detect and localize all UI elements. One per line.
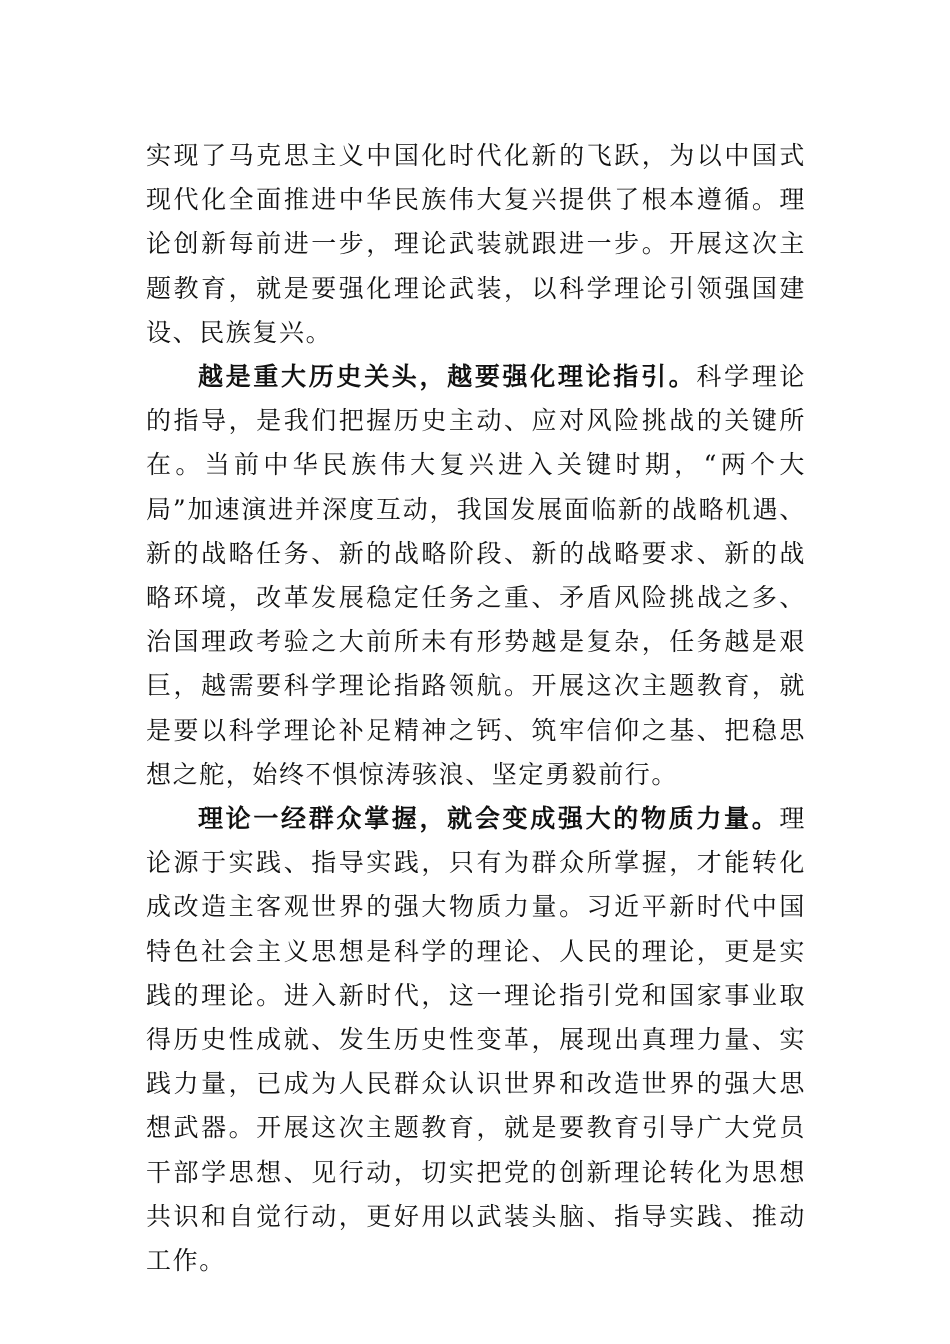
paragraph-lead-heading: 理论一经群众掌握，就会变成强大的物质力量。 xyxy=(198,804,780,834)
paragraph-lead-heading: 越是重大历史关头，越要强化理论指引。 xyxy=(198,362,697,392)
paragraph-material-force xyxy=(146,797,806,1283)
paragraph-continuation xyxy=(146,134,806,355)
document-page xyxy=(146,134,806,1283)
paragraph-body: 理论源于实践、指导实践，只有为群众所掌握，才能转化成改造主客观世界的强大物质力量。习近平新时代中国特色社会主义思想是科学的理论、人民的理论，更是实践的理论。进入新时代，这一理论指引党和国家事业取得历史性成就、发生历史性变革，展现出真理力量、实践力量，已成为人民群众认识世界和改造世界的强大思想武器。开展这次主题教育，就是要教育引导广大党员干部学思想、见行动，切实把党的创新理论转化为思想共识和自觉行动，更好用以武装头脑、指导实践、推动工作。 xyxy=(146,804,806,1276)
paragraph-body: 实现了马克思主义中国化时代化新的飞跃，为以中国式现代化全面推进中华民族伟大复兴提供了根本遵循。理论创新每前进一步，理论武装就跟进一步。开展这次主题教育，就是要强化理论武装，以科学理论引领强国建设、民族复兴。 xyxy=(146,141,806,347)
paragraph-theory-guidance xyxy=(146,355,806,797)
paragraph-body: 科学理论的指导，是我们把握历史主动、应对风险挑战的关键所在。当前中华民族伟大复兴进入关键时期，“两个大局”加速演进并深度互动，我国发展面临新的战略机遇、新的战略任务、新的战略阶段、新的战略要求、新的战略环境，改革发展稳定任务之重、矛盾风险挑战之多、治国理政考验之大前所未有形势越是复杂，任务越是艰巨，越需要科学理论指路领航。开展这次主题教育，就是要以科学理论补足精神之钙、筑牢信仰之基、把稳思想之舵，始终不惧惊涛骇浪、坚定勇毅前行。 xyxy=(146,362,806,789)
